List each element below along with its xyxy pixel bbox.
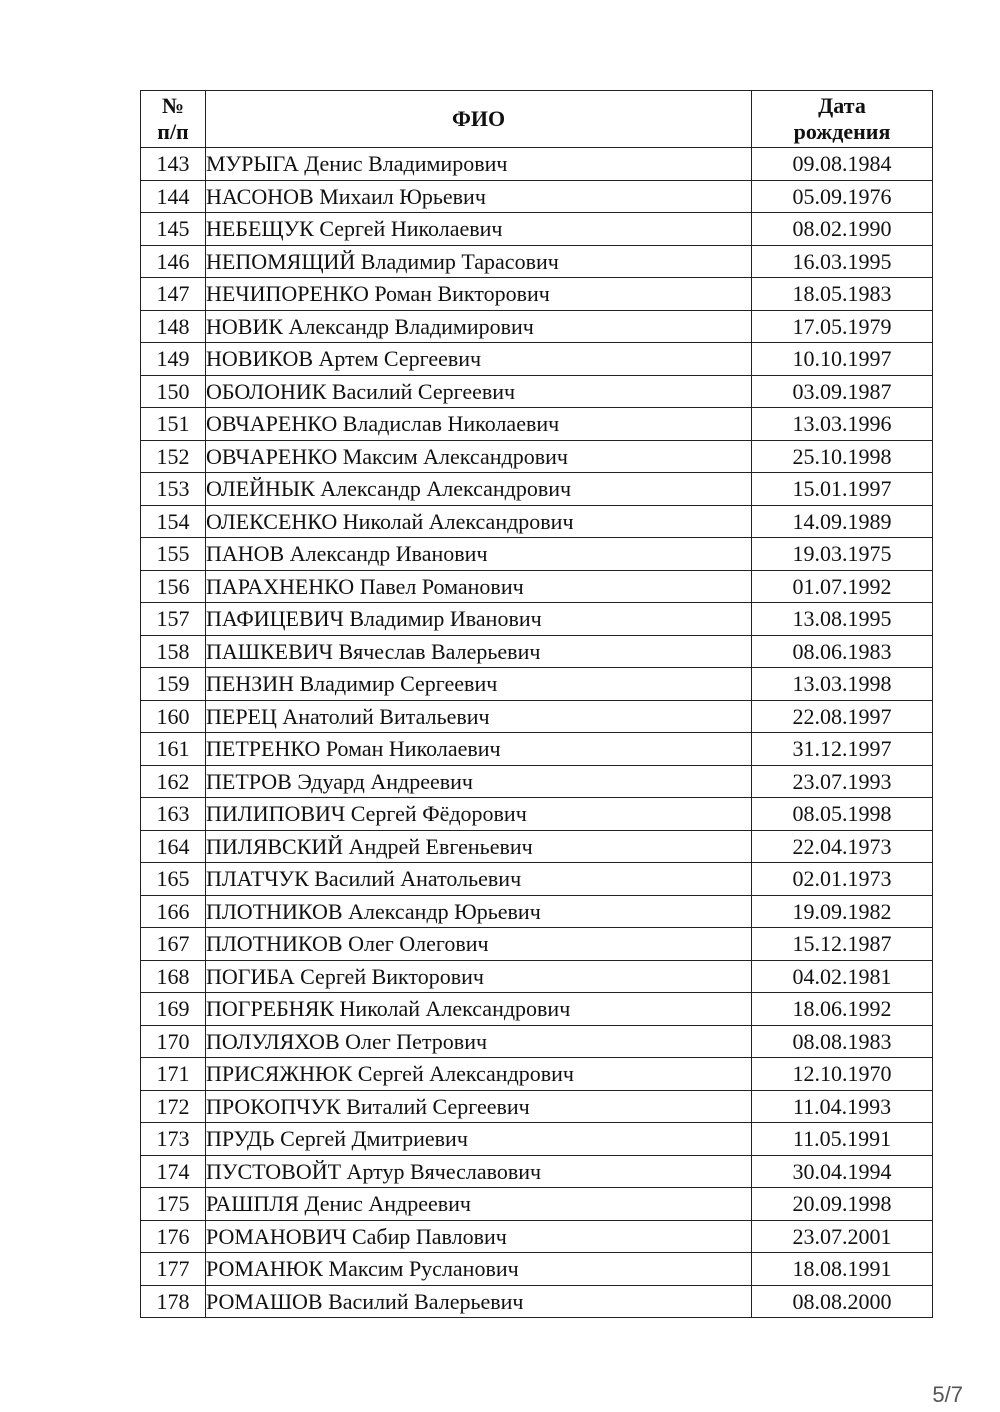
header-birth-date-line2: рождения bbox=[793, 119, 891, 144]
birth-date: 14.09.1989 bbox=[752, 505, 933, 538]
row-number: 174 bbox=[141, 1155, 206, 1188]
birth-date: 05.09.1976 bbox=[752, 180, 933, 213]
full-name: ПЛОТНИКОВ Олег Олегович bbox=[206, 928, 752, 961]
birth-date: 15.12.1987 bbox=[752, 928, 933, 961]
table-row bbox=[141, 1058, 933, 1091]
table-row bbox=[141, 440, 933, 473]
full-name: РОМАНЮК Максим Русланович bbox=[206, 1253, 752, 1286]
full-name: ПАНОВ Александр Иванович bbox=[206, 538, 752, 571]
birth-date: 13.08.1995 bbox=[752, 603, 933, 636]
row-number: 145 bbox=[141, 213, 206, 246]
row-number: 153 bbox=[141, 473, 206, 506]
table-row bbox=[141, 1220, 933, 1253]
row-number: 157 bbox=[141, 603, 206, 636]
table-row bbox=[141, 863, 933, 896]
full-name: ПИЛИПОВИЧ Сергей Фёдорович bbox=[206, 798, 752, 831]
row-number: 167 bbox=[141, 928, 206, 961]
table-row bbox=[141, 1188, 933, 1221]
full-name: НАСОНОВ Михаил Юрьевич bbox=[206, 180, 752, 213]
full-name: РОМАШОВ Василий Валерьевич bbox=[206, 1285, 752, 1318]
full-name: ПАШКЕВИЧ Вячеслав Валерьевич bbox=[206, 635, 752, 668]
full-name: ПРУДЬ Сергей Дмитриевич bbox=[206, 1123, 752, 1156]
birth-date: 22.04.1973 bbox=[752, 830, 933, 863]
birth-date: 17.05.1979 bbox=[752, 310, 933, 343]
table-row bbox=[141, 1285, 933, 1318]
table-row bbox=[141, 895, 933, 928]
birth-date: 04.02.1981 bbox=[752, 960, 933, 993]
table-row bbox=[141, 733, 933, 766]
birth-date: 23.07.2001 bbox=[752, 1220, 933, 1253]
birth-date: 18.06.1992 bbox=[752, 993, 933, 1026]
table-row bbox=[141, 570, 933, 603]
full-name: ПРОКОПЧУК Виталий Сергеевич bbox=[206, 1090, 752, 1123]
birth-date: 15.01.1997 bbox=[752, 473, 933, 506]
row-number: 161 bbox=[141, 733, 206, 766]
personnel-table bbox=[140, 90, 933, 1318]
birth-date: 12.10.1970 bbox=[752, 1058, 933, 1091]
birth-date: 02.01.1973 bbox=[752, 863, 933, 896]
birth-date: 10.10.1997 bbox=[752, 343, 933, 376]
row-number: 173 bbox=[141, 1123, 206, 1156]
full-name: ПОГРЕБНЯК Николай Александрович bbox=[206, 993, 752, 1026]
row-number: 164 bbox=[141, 830, 206, 863]
table-row bbox=[141, 1090, 933, 1123]
header-number bbox=[141, 91, 206, 148]
row-number: 159 bbox=[141, 668, 206, 701]
table-body bbox=[141, 148, 933, 1318]
row-number: 171 bbox=[141, 1058, 206, 1091]
full-name: НОВИК Александр Владимирович bbox=[206, 310, 752, 343]
row-number: 163 bbox=[141, 798, 206, 831]
birth-date: 19.09.1982 bbox=[752, 895, 933, 928]
full-name: МУРЫГА Денис Владимирович bbox=[206, 148, 752, 181]
row-number: 144 bbox=[141, 180, 206, 213]
full-name: ОВЧАРЕНКО Владислав Николаевич bbox=[206, 408, 752, 441]
row-number: 162 bbox=[141, 765, 206, 798]
table-row bbox=[141, 928, 933, 961]
full-name: ПАРАХНЕНКО Павел Романович bbox=[206, 570, 752, 603]
birth-date: 03.09.1987 bbox=[752, 375, 933, 408]
table-row bbox=[141, 830, 933, 863]
birth-date: 09.08.1984 bbox=[752, 148, 933, 181]
table-row bbox=[141, 213, 933, 246]
table-row bbox=[141, 473, 933, 506]
full-name: ПЕТРОВ Эдуард Андреевич bbox=[206, 765, 752, 798]
birth-date: 30.04.1994 bbox=[752, 1155, 933, 1188]
table-row bbox=[141, 148, 933, 181]
birth-date: 25.10.1998 bbox=[752, 440, 933, 473]
row-number: 148 bbox=[141, 310, 206, 343]
row-number: 165 bbox=[141, 863, 206, 896]
table-row bbox=[141, 1025, 933, 1058]
page-number: 5/7 bbox=[932, 1382, 963, 1407]
birth-date: 19.03.1975 bbox=[752, 538, 933, 571]
row-number: 169 bbox=[141, 993, 206, 1026]
table-row bbox=[141, 278, 933, 311]
birth-date: 23.07.1993 bbox=[752, 765, 933, 798]
full-name: ПЕНЗИН Владимир Сергеевич bbox=[206, 668, 752, 701]
table-row bbox=[141, 765, 933, 798]
birth-date: 08.05.1998 bbox=[752, 798, 933, 831]
birth-date: 22.08.1997 bbox=[752, 700, 933, 733]
row-number: 177 bbox=[141, 1253, 206, 1286]
full-name: ОВЧАРЕНКО Максим Александрович bbox=[206, 440, 752, 473]
full-name: ПРИСЯЖНЮК Сергей Александрович bbox=[206, 1058, 752, 1091]
row-number: 146 bbox=[141, 245, 206, 278]
row-number: 175 bbox=[141, 1188, 206, 1221]
table-row bbox=[141, 375, 933, 408]
full-name: НЕБЕЩУК Сергей Николаевич bbox=[206, 213, 752, 246]
row-number: 152 bbox=[141, 440, 206, 473]
full-name: ПАФИЦЕВИЧ Владимир Иванович bbox=[206, 603, 752, 636]
birth-date: 08.08.2000 bbox=[752, 1285, 933, 1318]
header-row bbox=[141, 91, 933, 148]
row-number: 160 bbox=[141, 700, 206, 733]
table-row bbox=[141, 960, 933, 993]
table-row bbox=[141, 505, 933, 538]
header-number-symbol: № bbox=[161, 93, 185, 118]
table-row bbox=[141, 343, 933, 376]
row-number: 151 bbox=[141, 408, 206, 441]
header-birth-date bbox=[752, 91, 933, 148]
row-number: 178 bbox=[141, 1285, 206, 1318]
birth-date: 18.08.1991 bbox=[752, 1253, 933, 1286]
table-header bbox=[141, 91, 933, 148]
full-name: НЕЧИПОРЕНКО Роман Викторович bbox=[206, 278, 752, 311]
table-row bbox=[141, 538, 933, 571]
birth-date: 13.03.1996 bbox=[752, 408, 933, 441]
table-row bbox=[141, 798, 933, 831]
row-number: 172 bbox=[141, 1090, 206, 1123]
table-row bbox=[141, 408, 933, 441]
birth-date: 01.07.1992 bbox=[752, 570, 933, 603]
table-row bbox=[141, 310, 933, 343]
row-number: 166 bbox=[141, 895, 206, 928]
birth-date: 31.12.1997 bbox=[752, 733, 933, 766]
row-number: 168 bbox=[141, 960, 206, 993]
birth-date: 08.06.1983 bbox=[752, 635, 933, 668]
full-name: ПОГИБА Сергей Викторович bbox=[206, 960, 752, 993]
table-row bbox=[141, 603, 933, 636]
table-row bbox=[141, 1155, 933, 1188]
full-name: ПОЛУЛЯХОВ Олег Петрович bbox=[206, 1025, 752, 1058]
full-name: ОЛЕКСЕНКО Николай Александрович bbox=[206, 505, 752, 538]
row-number: 143 bbox=[141, 148, 206, 181]
row-number: 154 bbox=[141, 505, 206, 538]
birth-date: 20.09.1998 bbox=[752, 1188, 933, 1221]
birth-date: 11.04.1993 bbox=[752, 1090, 933, 1123]
table-row bbox=[141, 245, 933, 278]
full-name: ПЕРЕЦ Анатолий Витальевич bbox=[206, 700, 752, 733]
table-row bbox=[141, 635, 933, 668]
header-birth-date-line1: Дата bbox=[818, 93, 866, 118]
full-name: ПУСТОВОЙТ Артур Вячеславович bbox=[206, 1155, 752, 1188]
full-name: РАШПЛЯ Денис Андреевич bbox=[206, 1188, 752, 1221]
full-name: НОВИКОВ Артем Сергеевич bbox=[206, 343, 752, 376]
table-row bbox=[141, 700, 933, 733]
header-full-name: ФИО bbox=[206, 91, 752, 148]
row-number: 155 bbox=[141, 538, 206, 571]
birth-date: 16.03.1995 bbox=[752, 245, 933, 278]
birth-date: 08.02.1990 bbox=[752, 213, 933, 246]
table-row bbox=[141, 1123, 933, 1156]
row-number: 156 bbox=[141, 570, 206, 603]
table-row bbox=[141, 1253, 933, 1286]
table-row bbox=[141, 668, 933, 701]
row-number: 176 bbox=[141, 1220, 206, 1253]
row-number: 147 bbox=[141, 278, 206, 311]
row-number: 149 bbox=[141, 343, 206, 376]
full-name: ПЛАТЧУК Василий Анатольевич bbox=[206, 863, 752, 896]
header-number-abbr: п/п bbox=[157, 119, 189, 144]
birth-date: 18.05.1983 bbox=[752, 278, 933, 311]
full-name: ПИЛЯВСКИЙ Андрей Евгеньевич bbox=[206, 830, 752, 863]
table-row bbox=[141, 180, 933, 213]
full-name: ОЛЕЙНЫК Александр Александрович bbox=[206, 473, 752, 506]
full-name: ПЕТРЕНКО Роман Николаевич bbox=[206, 733, 752, 766]
full-name: ПЛОТНИКОВ Александр Юрьевич bbox=[206, 895, 752, 928]
birth-date: 13.03.1998 bbox=[752, 668, 933, 701]
row-number: 170 bbox=[141, 1025, 206, 1058]
full-name: НЕПОМЯЩИЙ Владимир Тарасович bbox=[206, 245, 752, 278]
full-name: РОМАНОВИЧ Сабир Павлович bbox=[206, 1220, 752, 1253]
birth-date: 08.08.1983 bbox=[752, 1025, 933, 1058]
birth-date: 11.05.1991 bbox=[752, 1123, 933, 1156]
row-number: 150 bbox=[141, 375, 206, 408]
full-name: ОБОЛОНИК Василий Сергеевич bbox=[206, 375, 752, 408]
row-number: 158 bbox=[141, 635, 206, 668]
table-row bbox=[141, 993, 933, 1026]
